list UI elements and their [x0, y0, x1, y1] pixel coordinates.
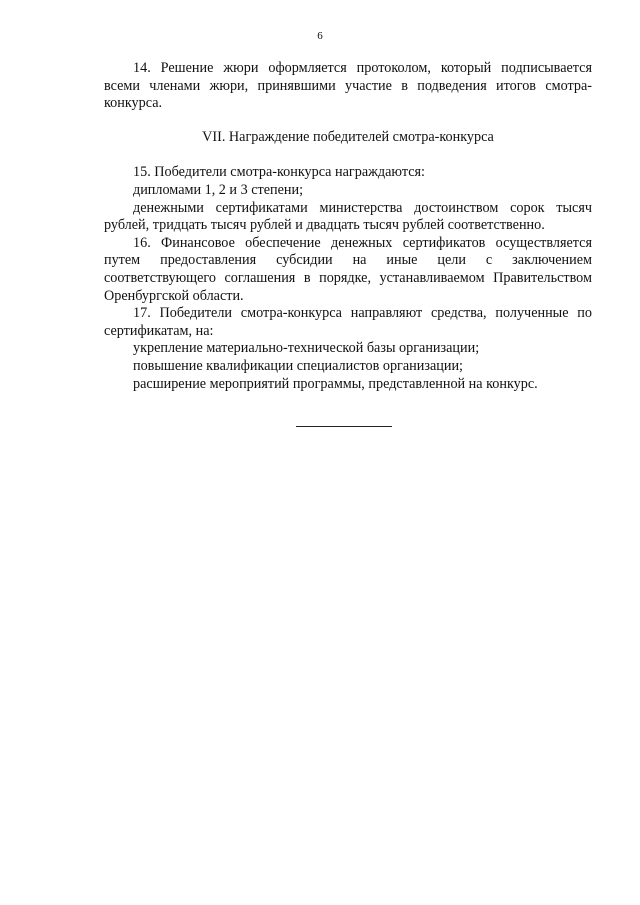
paragraph-17-item-qualification: повышение квалификации специалистов организации;: [133, 357, 463, 374]
paragraph-15-item-certificates: денежными сертификатами министерства достоинством сорок тысяч рублей, тридцать тысяч рублей и двадцать тысяч рублей соответственно.: [104, 199, 592, 234]
paragraph-15-item-diplomas: дипломами 1, 2 и 3 степени;: [133, 181, 304, 198]
paragraph-15-intro: 15. Победители смотра-конкурса награждаются:: [133, 164, 425, 181]
paragraph-16: 16. Финансовое обеспечение денежных сертификатов осуществляется путем предоставления субсидии на иные цели с заключением соответствующего соглашения в порядке, устанавливаемом Правительством Оренбургской области.: [104, 234, 592, 304]
paragraph-17-item-program: расширение мероприятий программы, представленной на конкурс.: [133, 375, 538, 392]
document-body: [104, 60, 592, 393]
paragraph-14: 14. Решение жюри оформляется протоколом, который подписывается всеми членами жюри, принявшими участие в подведения итогов смотра-конкурса.: [104, 60, 592, 112]
closing-divider: [296, 426, 392, 427]
paragraph-17-intro: 17. Победители смотра-конкурса направляют средства, полученные по сертификатам, на:: [104, 305, 592, 339]
page-number: 6: [317, 30, 323, 42]
section-heading: VII. Награждение победителей смотра-конкурса: [202, 128, 494, 145]
paragraph-17-item-material-base: укрепление материально-технической базы организации;: [133, 340, 480, 357]
